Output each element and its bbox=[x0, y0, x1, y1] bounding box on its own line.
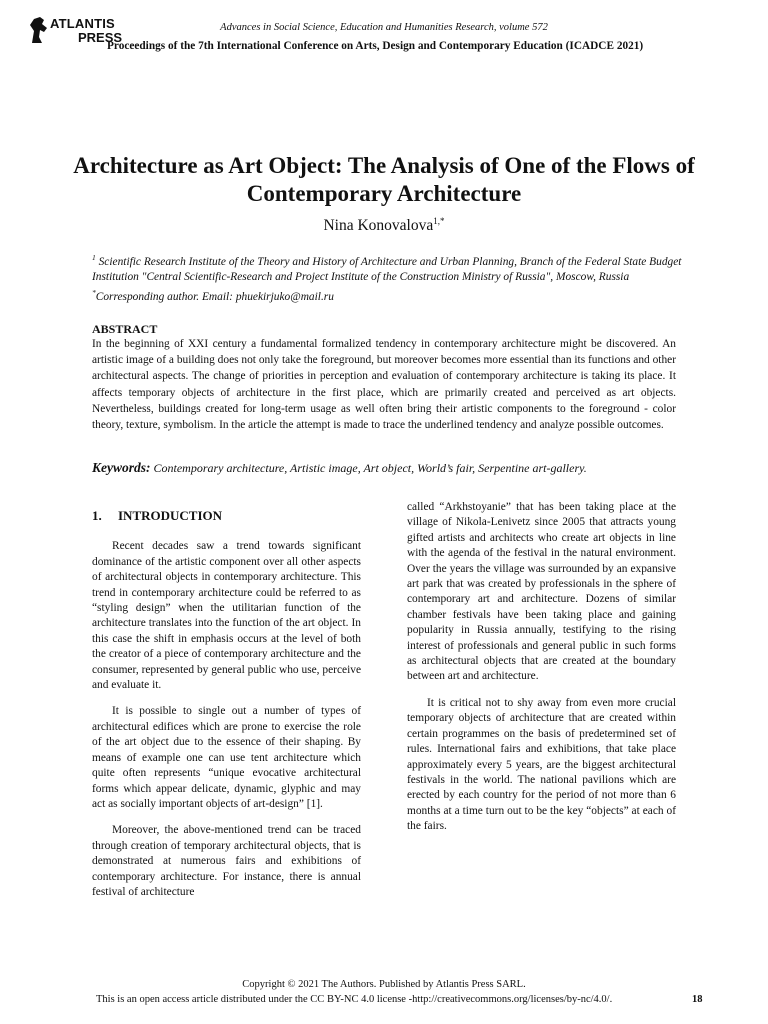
section-heading-introduction bbox=[92, 508, 361, 523]
affiliation-block bbox=[92, 250, 682, 305]
right-column bbox=[407, 500, 676, 846]
keywords bbox=[92, 460, 692, 476]
paragraph: Moreover, the above-mentioned trend can be traced through creation of temporary architectural objects, that is demonstrated at numerous fairs and exhibitions of contemporary architecture. For instance, there is annual festival of architecture bbox=[92, 824, 361, 898]
author-name: Nina Konovalova bbox=[323, 217, 434, 235]
paragraph: It is possible to single out a number of types of architectural edifices which are prone to exercise the role of the art object due to the essence of their shaping. By means of example one can use tent architecture which quite often represents “unique evocative architectural forms which appear delicate, dynamic, glyphic and may act as socially important objects of art-design” [1]. bbox=[92, 705, 361, 810]
corresponding-superscript: * bbox=[92, 287, 96, 297]
abstract-text: In the beginning of XXI century a fundamental formalized tendency in contemporary architecture might be discovered. An artistic image of a building does not only take the foreground, but moreover becomes more essential than its functions and other architectural aspects. The change of priorities in perception and evaluation of contemporary architecture is taking its place. It affects temporary objects of architecture in the first place, which are primarily created and perceived as art objects. Nevertheless, buildings created for long-term usage as well often bring their artistic components to the foreground - color theory, texture, symbolism. In the article the attempt is made to trace the underlined tendency and analyze possible outcomes. bbox=[92, 338, 676, 432]
license-footer: This is an open access article distributed under the CC BY-NC 4.0 license -http://creativecommons.org/licenses/by-nc/4.0/. bbox=[96, 994, 613, 1005]
corresponding-author bbox=[92, 285, 682, 305]
abstract-heading: ABSTRACT bbox=[92, 322, 158, 336]
page-number: 18 bbox=[692, 994, 703, 1005]
keywords-text: Contemporary architecture, Artistic image, Art object, World’s fair, Serpentine art-gallery. bbox=[153, 461, 587, 475]
author-superscript: 1,* bbox=[433, 216, 445, 226]
author-line bbox=[0, 216, 768, 235]
logo-text-line2: PRESS bbox=[78, 30, 123, 45]
corresponding-text: Corresponding author. Email: phuekirjuko@mail.ru bbox=[95, 290, 334, 303]
copyright-footer: Copyright © 2021 The Authors. Published by Atlantis Press SARL. bbox=[242, 979, 526, 990]
journal-header: Advances in Social Science, Education and Humanities Research, volume 572 bbox=[220, 22, 548, 33]
proceedings-header: Proceedings of the 7th International Conference on Arts, Design and Contemporary Education (ICADCE 2021) bbox=[107, 40, 644, 52]
affiliation-text: Scientific Research Institute of the Theory and History of Architecture and Urban Planning, Branch of the Federal State Budget Institution "Central Scientific-Research and Project Institute of the Construction Ministry of Russia", Moscow, Russia bbox=[92, 255, 682, 283]
affiliation bbox=[92, 250, 682, 285]
section-title: INTRODUCTION bbox=[118, 508, 223, 523]
paper-title: Architecture as Art Object: The Analysis of One of the Flows of Contemporary Architecture bbox=[73, 153, 695, 206]
paragraph: called “Arkhstoyanie” that has been taking place at the village of Nikola-Lenivetz since 2005 that attracts young gifted artists and architects who create art objects in line with the agenda of the festival in the natural environment. Over the years the village was surrounded by an expansive art park that was created by professionals in the sphere of contemporary art and architecture. Dozens of similar chamber festivals have been taking place and gaining popularity in Russia annually, testifying to the rising interest of professionals and general public in such forms as architectural objects that are created at the boundary between art and architecture. bbox=[407, 501, 676, 683]
affiliation-superscript: 1 bbox=[92, 253, 96, 262]
paragraph: Recent decades saw a trend towards significant dominance of the artistic component over all other aspects of architectural objects in contemporary architecture. This trend in contemporary architecture could be referred to as “styling design” when the utilitarian function of the architecture translates into the function of the art object. In this case the shift in emphasis occurs at the level of both the creator of a piece of contemporary architecture and the consumer, represented by general public who use, perceive and evaluate it. bbox=[92, 540, 361, 692]
keywords-label: Keywords: bbox=[92, 460, 151, 475]
section-number: 1. bbox=[92, 508, 102, 523]
logo-text-line1: ATLANTIS bbox=[50, 16, 115, 31]
paragraph: It is critical not to shy away from even more crucial temporary objects of architecture that are created within certain programmes on the basis of predetermined set of rules. International fairs and exhibitions, that take place approximately every 5 years, are the biggest architectural festivals in the world. The national pavilions which are erected by each country for the period of not more than 6 months at a time turn out to be the key “objects” at each of the fairs. bbox=[407, 696, 676, 833]
left-column bbox=[92, 508, 361, 911]
